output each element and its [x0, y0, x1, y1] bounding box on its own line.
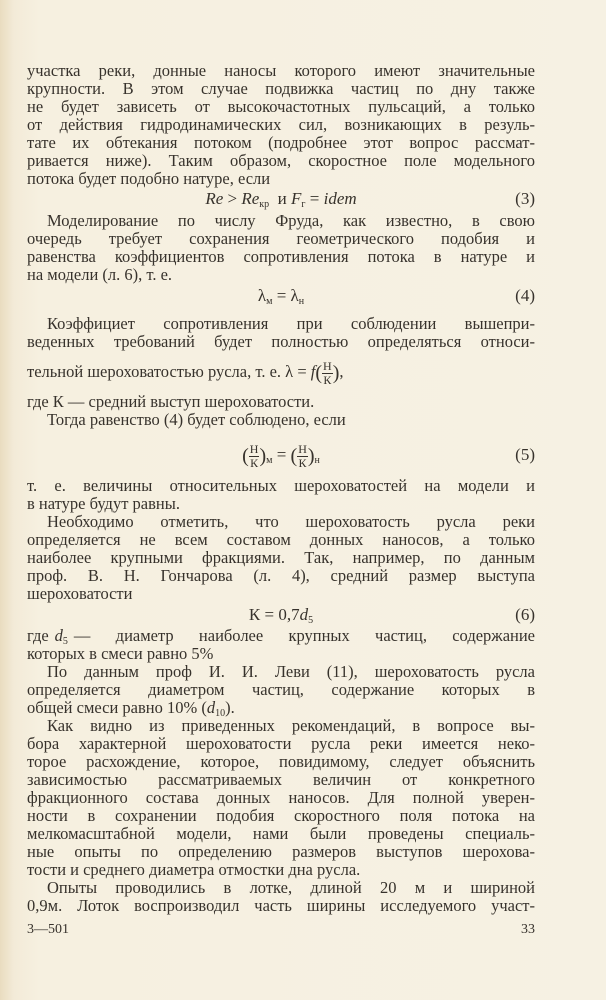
- equation-number: (3): [515, 189, 535, 208]
- page-number: 33: [521, 922, 535, 937]
- text-line: ривается ниже). Таким образом, скоростное поле модельного: [27, 151, 535, 170]
- text-line: тости и среднего диаметра отмостки дна русла.: [27, 860, 361, 879]
- equation-6: $К = 0,7d_5$ (6): [248, 605, 535, 626]
- equation-number: (6): [515, 605, 535, 624]
- text-line: бора характерной шероховатости русла реки имеется неко-: [27, 734, 535, 753]
- text-line: тате их обтекания потоком (подробнее этот вопрос рассмат-: [27, 133, 535, 152]
- text-line: на модели (л. 6), т. е.: [27, 265, 173, 284]
- text-line: По данным проф И. И. Леви (11), шероховатость русла: [47, 662, 535, 681]
- text-line: тельной шероховатостью русла, т. е. λ = f( $\frac{Н}{К}$ ),: [27, 358, 344, 387]
- equation-3: $Re > Re_{кр}$ и $F_г$ = idem (3): [205, 189, 535, 210]
- text-line: веденных требований будет полностью определяться относи-: [27, 332, 535, 351]
- text-line: торое расхождение, которое, повидимому, следует объяснить: [27, 752, 535, 771]
- text-line: общей смеси равно 10% $(d_{10})$.: [27, 698, 235, 719]
- text-line: ности в сохранении подобия скоростного поля потока на: [27, 806, 535, 825]
- equation-number: (5): [515, 445, 535, 464]
- text-line: Моделирование по числу Фруда, как известно, в свою: [47, 211, 535, 230]
- text-line: мелкомасштабной модели, нами были проведены специаль-: [27, 824, 535, 843]
- text-line: не будет зависеть от высокочастотных пульсаций, а только: [27, 97, 535, 116]
- text-line: от действия гидродинамических сил, возникающих в резуль-: [27, 115, 535, 134]
- text-line: где $d_5$ — диаметр наиболее крупных частиц, содержание: [27, 626, 535, 647]
- inline-formula: λ = f( $\frac{Н}{К}$ ),: [285, 358, 344, 387]
- equation-5: ( $\frac{Н}{К}$ )$_м$ = ( $\frac{Н}{К}$ )$_н$ (5): [27, 438, 535, 472]
- text-line: т. е. величины относительных шероховатостей на модели и: [27, 476, 535, 495]
- equation-number: (4): [515, 286, 535, 305]
- text-line: в натуре будут равны.: [27, 494, 180, 513]
- text-line: которых в смеси равно 5%: [27, 644, 214, 663]
- text-line: очередь требует сохранения геометрического подобия и: [27, 229, 535, 248]
- text-line: зависимостью рассматриваемых величин от конкретного: [27, 770, 535, 789]
- text-line: определяется не всем составом донных наносов, а только: [27, 530, 535, 549]
- text-line: Тогда равенство (4) будет соблюдено, если: [47, 410, 346, 429]
- text-line: потока будет подобно натуре, если: [27, 169, 271, 188]
- text-line: Опыты проводились в лотке, длиной 20 м и шириной: [47, 878, 535, 897]
- text-line: определяется диаметром частиц, содержание которых в: [27, 680, 535, 699]
- text-line: где К — средний выступ шероховатости.: [27, 392, 315, 411]
- text-line: участка реки, донные наносы которого имеют значительные: [27, 61, 535, 80]
- text-line: 0,9м. Лоток воспроизводил часть ширины исследуемого участ-: [27, 896, 535, 915]
- equation-4: $\lambda_м = \lambda_н$ (4): [257, 286, 535, 307]
- text-line: равенства коэффициентов сопротивления потока в натуре и: [27, 247, 535, 266]
- text-line: наиболее крупными фракциями. Так, например, по данным: [27, 548, 535, 567]
- text-line: Необходимо отметить, что шероховатость русла реки: [47, 512, 535, 531]
- text-line: шероховатости: [27, 584, 133, 603]
- text-line: фракционного состава донных наносов. Для полной уверен-: [27, 788, 535, 807]
- text-line: проф. В. Н. Гончарова (л. 4), средний размер выступа: [27, 566, 535, 585]
- text-line: Как видно из приведенных рекомендаций, в вопросе вы-: [47, 716, 535, 735]
- printer-signature: 3—501: [27, 922, 69, 937]
- text-line: крупности. В этом случае подвижка частиц по дну также: [27, 79, 535, 98]
- text-line: ные опыты по определению размеров выступов шерохова-: [27, 842, 535, 861]
- text-line: Коэффициет сопротивления при соблюдении вышепри-: [47, 314, 535, 333]
